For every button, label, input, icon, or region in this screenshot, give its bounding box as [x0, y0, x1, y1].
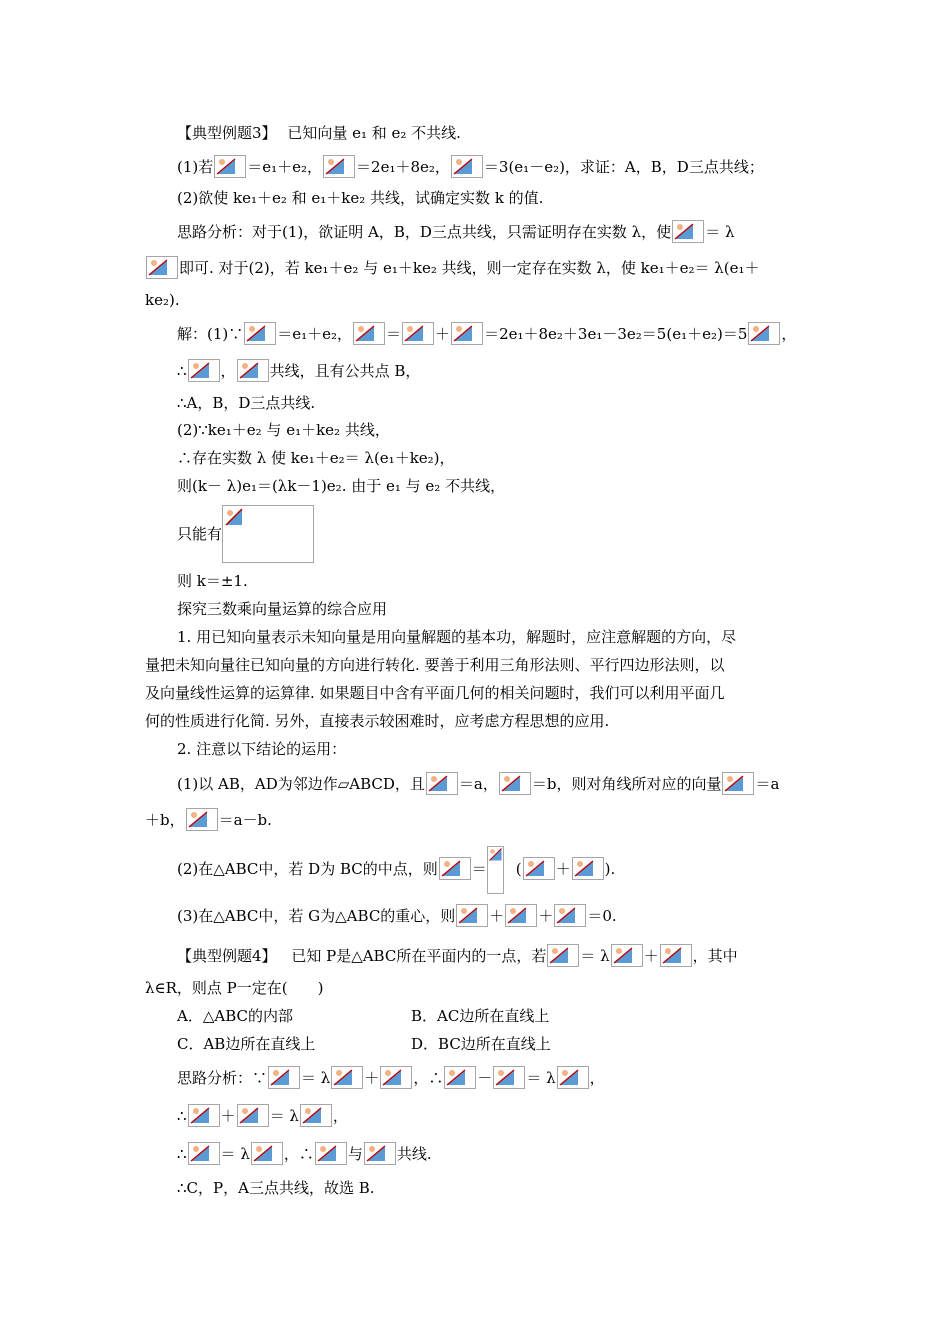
text: ＋ [435, 325, 451, 343]
analysis-line2 [145, 256, 760, 278]
text: (3)在△ABC中，若 G为△ABC的重心，则 [177, 907, 456, 925]
vector-image-icon [672, 220, 704, 243]
text: ＝a， [458, 775, 498, 793]
example4-title: 【典型例题4】 [177, 947, 277, 965]
solution-line1 [177, 322, 796, 344]
vector-image-icon [214, 155, 246, 178]
text: ＝2e₁＋8e₂， [356, 158, 450, 176]
option-b [411, 1006, 549, 1028]
text: 则(k－ λ)e₁＝(λk－1)e₂. 由于 e₁ 与 e₂ 不共线， [177, 477, 506, 495]
vector-image-icon [146, 256, 178, 279]
text: ∴ [177, 362, 187, 380]
vector-image-icon [523, 857, 555, 880]
text: 则 k＝±1. [177, 572, 248, 590]
vector-image-icon [572, 857, 604, 880]
vector-image-icon [444, 1066, 476, 1089]
example4-stmt2 [145, 978, 323, 1000]
text: 1. 用已知向量表示未知向量是用向量解题的基本功，解题时，应注意解题的方向，尽 [177, 628, 737, 646]
text: ＝3(e₁－e₂)，求证：A，B，D三点共线； [483, 158, 764, 176]
text: ＋ [220, 1107, 236, 1125]
vector-image-icon [353, 322, 385, 345]
example4-header [177, 944, 738, 966]
text: ＝ λ [220, 1145, 250, 1163]
example3-part2 [177, 188, 543, 210]
vector-image-icon [268, 1066, 300, 1089]
text: ＝0. [587, 907, 617, 925]
fraction-image-icon [487, 846, 504, 894]
text: ，其中 [692, 947, 738, 965]
text: (2)欲使 ke₁＋e₂ 和 e₁＋ke₂ 共线，试确定实数 k 的值. [177, 189, 544, 207]
text: ∴存在实数 λ 使 ke₁＋e₂＝ λ(e₁＋ke₂)， [177, 449, 455, 467]
text: － [477, 1069, 493, 1087]
text: ＋ [555, 860, 571, 878]
text: 解：(1)∵ [177, 325, 244, 343]
solution-line2 [177, 359, 420, 381]
vector-image-icon [188, 359, 220, 382]
conclusion3 [177, 904, 617, 926]
text: ＝b，则对角线所对应的向量 [531, 775, 722, 793]
vector-image-icon [300, 1104, 332, 1127]
solution-line6 [177, 476, 505, 498]
text: ＝ λ [580, 947, 610, 965]
text: ∴C，P，A三点共线，故选 B. [177, 1179, 375, 1197]
text: 思路分析：∵ [177, 1069, 268, 1087]
text: 探究三数乘向量运算的综合应用 [177, 600, 388, 618]
text: ). [604, 860, 616, 878]
text: ＋b， [145, 811, 185, 829]
solution-line3 [177, 393, 315, 415]
analysis-line1 [177, 220, 734, 242]
vector-image-icon [323, 155, 355, 178]
text: ＝ λ [705, 223, 735, 241]
text: (2)∵ke₁＋e₂ 与 e₁＋ke₂ 共线， [177, 421, 390, 439]
text: ＋ [489, 907, 505, 925]
vector-image-icon [402, 322, 434, 345]
text: ，∴ [283, 1145, 314, 1163]
text: ＝e₁＋e₂， [247, 158, 323, 176]
text: D．BC边所在直线上 [411, 1035, 551, 1053]
text: 共线，且有公共点 B， [269, 362, 421, 380]
equation-system-image-icon [222, 505, 314, 563]
solution-line7 [177, 503, 314, 563]
text: ∴A，B，D三点共线. [177, 394, 316, 412]
ex4-analysis-line1 [177, 1066, 605, 1088]
vector-image-icon [451, 155, 483, 178]
text: ＝ λ [301, 1069, 331, 1087]
option-a [177, 1006, 293, 1028]
vector-image-icon [380, 1066, 412, 1089]
conclusion1-line1 [177, 772, 779, 794]
vector-image-icon [244, 322, 276, 345]
vector-image-icon [237, 359, 269, 382]
solution-line4 [177, 420, 390, 442]
text: 思路分析：对于(1)，欲证明 A，B，D三点共线，只需证明存在实数 λ，使 [177, 223, 672, 241]
vector-image-icon [251, 1142, 283, 1165]
solution-line8 [177, 571, 248, 593]
vector-image-icon [505, 904, 537, 927]
text: (1)以 AB，AD为邻边作▱ABCD，且 [177, 775, 425, 793]
text: ＋ [538, 907, 554, 925]
topic-title [177, 599, 387, 621]
text: 何的性质进行化简. 另外，直接表示较困难时，应考虑方程思想的应用. [145, 712, 610, 730]
text: ＝2e₁＋8e₂＋3e₁－3e₂＝5(e₁＋e₂)＝5 [484, 325, 748, 343]
vector-image-icon [439, 857, 471, 880]
vector-image-icon [611, 944, 643, 967]
solution-line5 [177, 448, 455, 470]
option-c [177, 1034, 315, 1056]
text: 即可. 对于(2)，若 ke₁＋e₂ 与 e₁＋ke₂ 共线，则一定存在实数 λ，使 ke₁＋e₂＝ λ(e₁＋ [179, 259, 760, 277]
vector-image-icon [660, 944, 692, 967]
text: ＝a [755, 775, 780, 793]
text: ＝ λ [526, 1069, 556, 1087]
text: ＋ [643, 947, 659, 965]
example3-title: 【典型例题3】 [177, 124, 277, 142]
topic-para1-line4 [145, 711, 609, 733]
vector-image-icon [499, 772, 531, 795]
option-d [411, 1034, 551, 1056]
vector-image-icon [456, 904, 488, 927]
example3-header [177, 123, 461, 145]
text: 已知 P是△ABC所在平面内的一点，若 [291, 947, 547, 965]
text: ∴ [177, 1107, 187, 1125]
analysis-line3 [145, 290, 180, 312]
vector-image-icon [188, 1104, 220, 1127]
text: 2. 注意以下结论的运用： [177, 740, 347, 758]
text: ＝ [386, 325, 402, 343]
text: ， [220, 362, 236, 380]
text: ＝a－b. [218, 811, 272, 829]
text: C．AB边所在直线上 [177, 1035, 316, 1053]
vector-image-icon [451, 322, 483, 345]
text: ＋ [364, 1069, 380, 1087]
vector-image-icon [315, 1142, 347, 1165]
vector-image-icon [331, 1066, 363, 1089]
conclusion2 [177, 846, 615, 892]
text: 量把未知向量往已知向量的方向进行转化. 要善于利用三角形法则、平行四边形法则，以 [145, 656, 725, 674]
text: ∴ [177, 1145, 187, 1163]
vector-image-icon [186, 808, 218, 831]
text: ， [589, 1069, 605, 1087]
vector-image-icon [493, 1066, 525, 1089]
text: ＝ λ [269, 1107, 299, 1125]
text: ( [515, 860, 522, 878]
vector-image-icon [554, 904, 586, 927]
conclusion1-line2 [145, 808, 272, 830]
text: A．△ABC的内部 [177, 1007, 293, 1025]
topic-para1-line1 [177, 627, 736, 649]
vector-image-icon [547, 944, 579, 967]
text: (2)在△ABC中，若 D为 BC的中点，则 [177, 860, 438, 878]
vector-image-icon [364, 1142, 396, 1165]
ex4-analysis-line2 [177, 1104, 348, 1126]
text: ＝e₁＋e₂， [277, 325, 353, 343]
text: ke₂). [145, 291, 180, 309]
ex4-analysis-line3 [177, 1142, 432, 1164]
text: (1)若 [177, 158, 214, 176]
topic-para1-line3 [145, 683, 725, 705]
vector-image-icon [748, 322, 780, 345]
text: ＝ [471, 860, 487, 878]
vector-image-icon [722, 772, 754, 795]
text: ， [781, 325, 797, 343]
text: ， [332, 1107, 348, 1125]
topic-para1-line2 [145, 655, 725, 677]
text: λ∈R，则点 P一定在( ) [145, 979, 324, 997]
text: ，∴ [413, 1069, 444, 1087]
text: 与 [347, 1145, 363, 1163]
topic-para2 [177, 739, 346, 761]
text: 及向量线性运算的运算律. 如果题目中含有平面几何的相关问题时，我们可以利用平面几 [145, 684, 725, 702]
vector-image-icon [237, 1104, 269, 1127]
vector-image-icon [557, 1066, 589, 1089]
example3-part1 [177, 155, 764, 177]
ex4-analysis-line4 [177, 1178, 375, 1200]
text: 只能有 [177, 525, 223, 543]
vector-image-icon [188, 1142, 220, 1165]
vector-image-icon [426, 772, 458, 795]
text: B．AC边所在直线上 [411, 1007, 550, 1025]
example3-statement: 已知向量 e₁ 和 e₂ 不共线. [287, 124, 461, 142]
text: 共线. [396, 1145, 432, 1163]
